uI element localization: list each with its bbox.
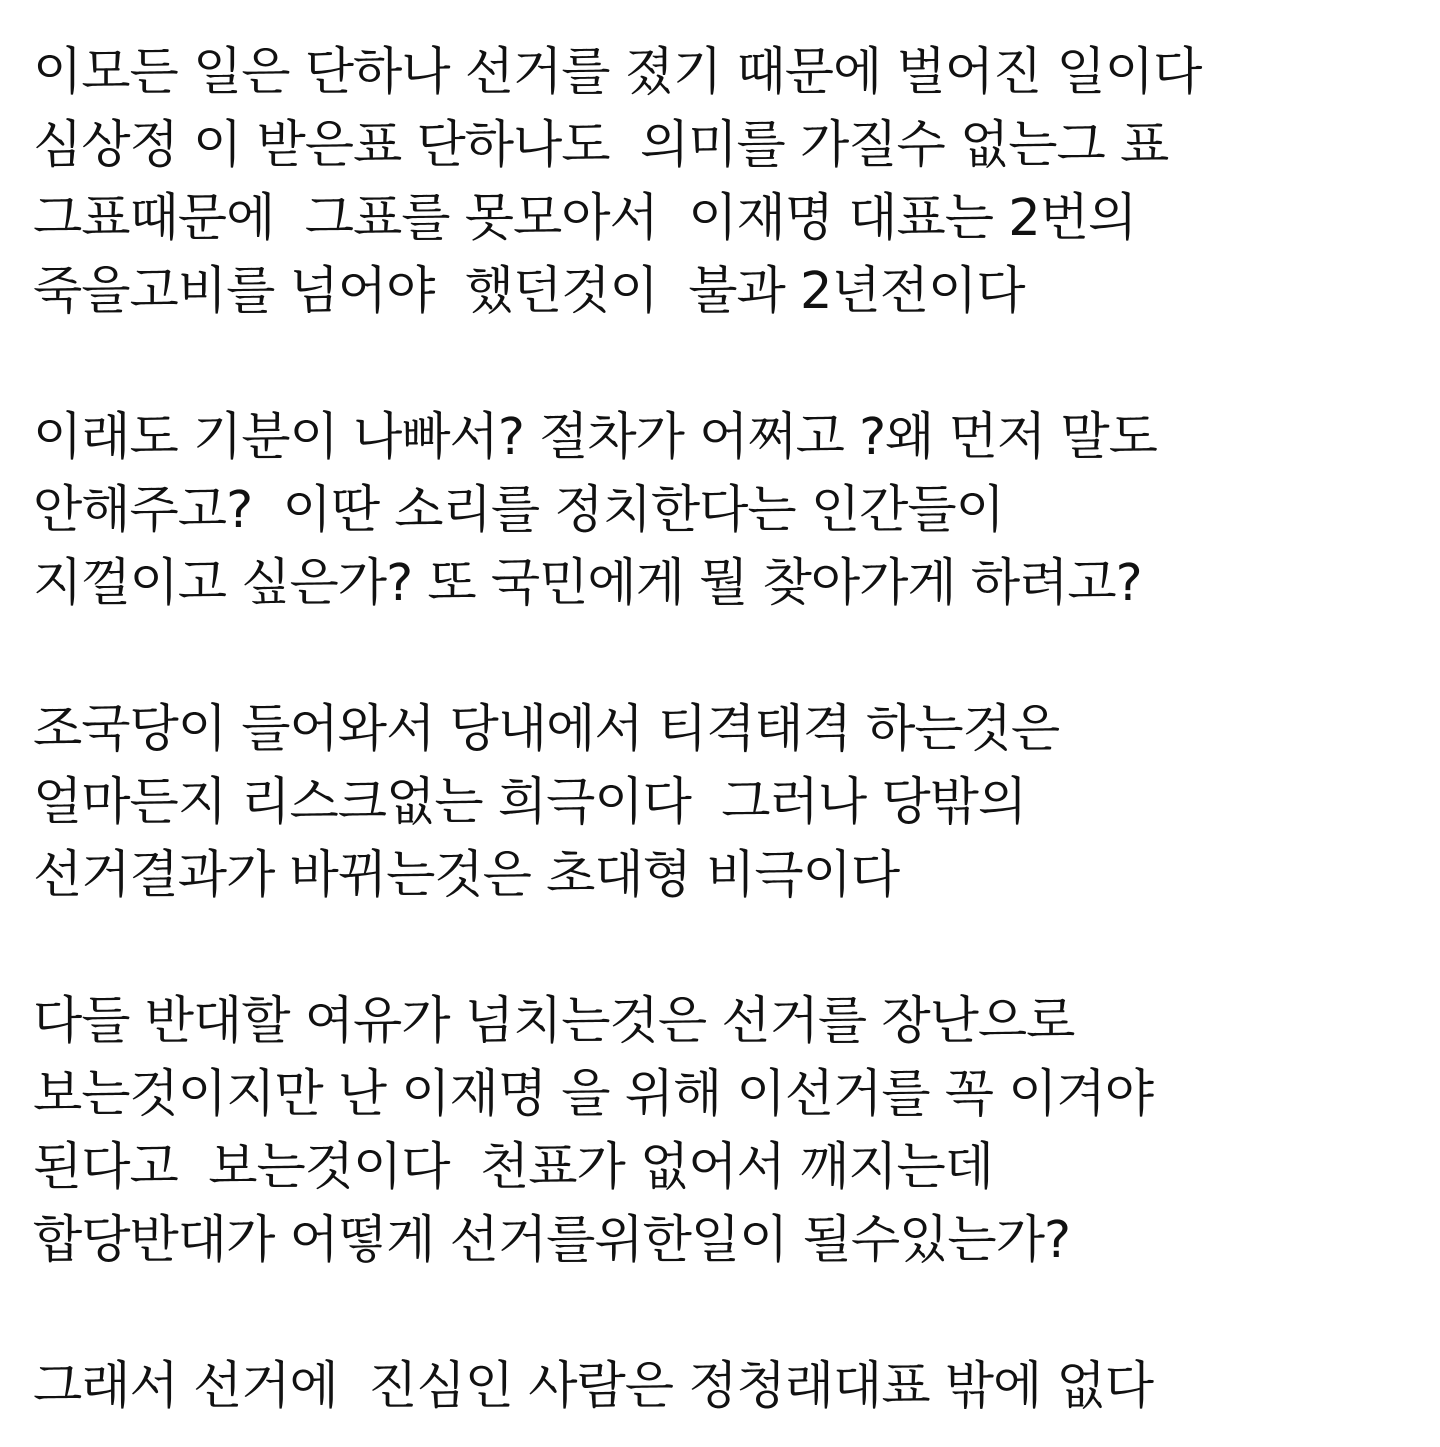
- paragraph-2: [33, 401, 1423, 620]
- paragraph-spacer: [33, 1277, 1423, 1350]
- text-line: 안해주고? 이딴 소리를 정치한다는 인간들이: [33, 481, 1004, 540]
- post-body: [33, 36, 1423, 1423]
- paragraph-1: [33, 36, 1423, 328]
- text-line: 다들 반대할 여유가 넘치는것은 선거를 장난으로: [33, 992, 1075, 1051]
- text-line: 된다고 보는것이다 천표가 없어서 깨지는데: [33, 1138, 994, 1197]
- paragraph-5: [33, 1350, 1423, 1423]
- text-line: 보는것이지만 난 이재명 을 위해 이선거를 꼭 이겨야: [33, 1065, 1154, 1124]
- text-line: 합당반대가 어떻게 선거를위한일이 될수있는가?: [33, 1211, 1071, 1270]
- text-line: 그래서 선거에 진심인 사람은 정청래대표 밖에 없다: [33, 1357, 1154, 1416]
- paragraph-4: [33, 985, 1423, 1277]
- text-line: 심상정 이 받은표 단하나도 의미를 가질수 없는그 표: [33, 116, 1169, 175]
- text-line: 이모든 일은 단하나 선거를 졌기 때문에 벌어진 일이다: [33, 43, 1202, 102]
- paragraph-3: [33, 693, 1423, 912]
- text-line: 조국당이 들어와서 당내에서 티격태격 하는것은: [33, 700, 1060, 759]
- text-line: 이래도 기분이 나빠서? 절차가 어쩌고 ?왜 먼저 말도: [33, 408, 1157, 467]
- paragraph-spacer: [33, 912, 1423, 985]
- paragraph-spacer: [33, 620, 1423, 693]
- paragraph-spacer: [33, 328, 1423, 401]
- text-line: 죽을고비를 넘어야 했던것이 불과 2년전이다: [33, 262, 1025, 321]
- text-line: 선거결과가 바뀌는것은 초대형 비극이다: [33, 846, 900, 905]
- text-line: 지껄이고 싶은가? 또 국민에게 뭘 찾아가게 하려고?: [33, 554, 1142, 613]
- text-line: 그표때문에 그표를 못모아서 이재명 대표는 2번의: [33, 189, 1137, 248]
- text-line: 얼마든지 리스크없는 희극이다 그러나 당밖의: [33, 773, 1027, 832]
